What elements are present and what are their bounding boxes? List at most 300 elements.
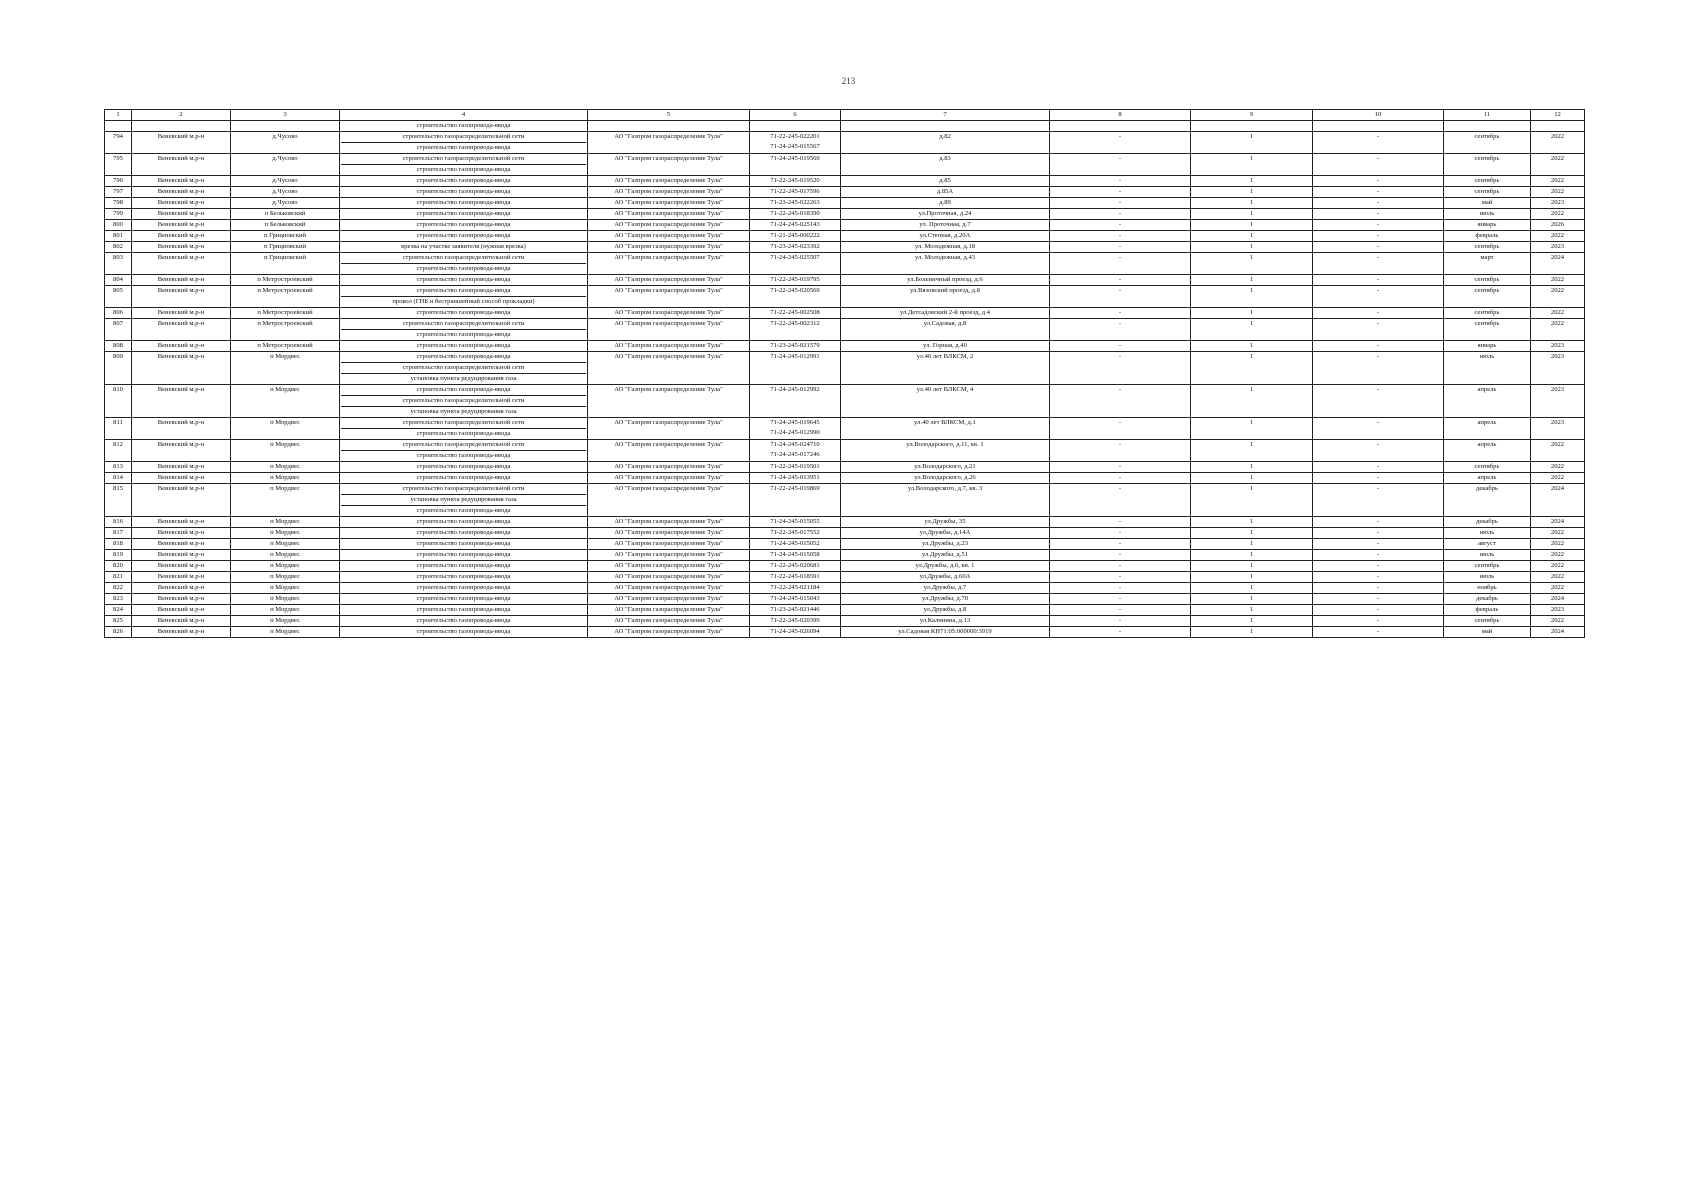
work-item: строительство газопровода-ввода (416, 584, 511, 591)
cell-ids (750, 616, 841, 627)
work-item: строительство газопровода-ввода (416, 518, 511, 525)
cell-n: 797 (105, 187, 132, 198)
cell-month: июль (1444, 572, 1531, 583)
id-item: 71-24-245-015058 (770, 551, 820, 558)
id-item: 71-22-245-022201 (770, 133, 820, 140)
cell-c10: - (1313, 286, 1444, 308)
table-row (105, 616, 1585, 627)
cell-ids (750, 484, 841, 517)
cell-locality: п Мордвес (231, 605, 340, 616)
cell-c10: - (1313, 154, 1444, 176)
cell-c8: - (1050, 550, 1191, 561)
cell-n: 810 (105, 385, 132, 418)
table-row (105, 440, 1585, 462)
cell-month: сентябрь (1444, 154, 1531, 176)
cell-month: сентябрь (1444, 275, 1531, 286)
cell-c8: - (1050, 616, 1191, 627)
cell-c8: - (1050, 594, 1191, 605)
cell-n: 802 (105, 242, 132, 253)
cell-district: Веневский м.р-н (132, 627, 231, 638)
column-header-8: 8 (1050, 110, 1191, 121)
work-item: строительство газопровода-ввода (416, 463, 511, 470)
cell-locality: п Мордвес (231, 539, 340, 550)
cell-year: 2026 (1531, 220, 1585, 231)
cell-org: АО "Газпром газораспределение Тула" (588, 198, 750, 209)
cell-c9: 1 (1191, 209, 1313, 220)
work-item: строительство газопровода-ввода (416, 562, 511, 569)
cell-n: 805 (105, 286, 132, 308)
work-item: прокол (ГНБ и бестраншейный способ прокладки) (341, 296, 586, 307)
cell-works (340, 539, 588, 550)
cell-org: АО "Газпром газораспределение Тула" (588, 539, 750, 550)
cell-year: 2024 (1531, 484, 1585, 517)
cell-month: апрель (1444, 385, 1531, 418)
cell-c10: - (1313, 176, 1444, 187)
cell-c8: - (1050, 341, 1191, 352)
cell-locality: п Метростроевский (231, 275, 340, 286)
cell-address: ул.Детсадовский 2-й проезд, д.4 (841, 308, 1050, 319)
cell-month: сентябрь (1444, 242, 1531, 253)
cell-n: 808 (105, 341, 132, 352)
cell-c9: 1 (1191, 132, 1313, 154)
cell-year: 2022 (1531, 308, 1585, 319)
cell-address: ул.Дружбы, д.51 (841, 550, 1050, 561)
id-item: 71-24-245-025143 (770, 221, 820, 228)
cell-c8: - (1050, 473, 1191, 484)
cell-c10: - (1313, 517, 1444, 528)
cell-address: ул.Дружбы, д.7 (841, 583, 1050, 594)
cell-locality: д.Чусово (231, 132, 340, 154)
cell-district: Веневский м.р-н (132, 198, 231, 209)
cell-address: ул.Проточная, д.24 (841, 209, 1050, 220)
cell-year: 2022 (1531, 286, 1585, 308)
cell-locality: п Мордвес (231, 440, 340, 462)
cell-org: АО "Газпром газораспределение Тула" (588, 275, 750, 286)
work-item: строительство газопровода-ввода (416, 210, 511, 217)
work-item: строительство газораспределительной сети (402, 133, 525, 140)
cell-ids (750, 473, 841, 484)
cell-works (340, 275, 588, 286)
id-item: 71-22-245-017596 (770, 188, 820, 195)
id-item: 71-22-245-017552 (770, 529, 820, 536)
id-item: 71-21-245-000222 (770, 232, 820, 239)
cell-n: 823 (105, 594, 132, 605)
cell-n: 795 (105, 154, 132, 176)
table-row (105, 242, 1585, 253)
cell-c10: - (1313, 583, 1444, 594)
cell-year: 2022 (1531, 572, 1585, 583)
cell-org: АО "Газпром газораспределение Тула" (588, 176, 750, 187)
cell-n: 800 (105, 220, 132, 231)
work-item: строительство газораспределительной сети (402, 155, 525, 162)
cell-ids (750, 561, 841, 572)
table-row (105, 473, 1585, 484)
cell-c10: - (1313, 352, 1444, 385)
cell-address: ул. Проточная, д.7 (841, 220, 1050, 231)
cell-month: сентябрь (1444, 176, 1531, 187)
work-item: строительство газопровода-ввода (341, 505, 586, 516)
table-row (105, 385, 1585, 418)
cell-address: ул.40 лет ВЛКСМ, д.1 (841, 418, 1050, 440)
cell-c9: 1 (1191, 198, 1313, 209)
cell-c10: - (1313, 187, 1444, 198)
cell-n: 816 (105, 517, 132, 528)
cell-year: 2023 (1531, 352, 1585, 385)
cell-district: Веневский м.р-н (132, 550, 231, 561)
cell-works (340, 308, 588, 319)
work-item: строительство газопровода-ввода (416, 188, 511, 195)
cell-c9: 1 (1191, 440, 1313, 462)
cell-org: АО "Газпром газораспределение Тула" (588, 242, 750, 253)
cell-org: АО "Газпром газораспределение Тула" (588, 550, 750, 561)
cell-ids (750, 462, 841, 473)
cell-works (340, 209, 588, 220)
cell-month: сентябрь (1444, 132, 1531, 154)
cell-locality: п Мордвес (231, 385, 340, 418)
cell-works (340, 627, 588, 638)
cell-month: февраль (1444, 605, 1531, 616)
id-item: 71-23-245-021446 (770, 606, 820, 613)
cell-address: ул.Калинина, д.13 (841, 616, 1050, 627)
work-item: врезка на участке заявителя (нужная врезка) (401, 243, 526, 250)
cell-c9: 1 (1191, 231, 1313, 242)
table-row (105, 308, 1585, 319)
id-item: 71-24-245-015043 (770, 595, 820, 602)
cell-c8: - (1050, 484, 1191, 517)
cell-ids (750, 220, 841, 231)
cell-address: ул.Дружбы, д.23 (841, 539, 1050, 550)
cell-org: АО "Газпром газораспределение Тула" (588, 231, 750, 242)
cell-address: ул.Степная, д.20А (841, 231, 1050, 242)
cell-c8: - (1050, 209, 1191, 220)
cell-district: Веневский м.р-н (132, 209, 231, 220)
cell-ids (750, 319, 841, 341)
table-row (105, 209, 1585, 220)
cell-year: 2022 (1531, 132, 1585, 154)
cell-c8: - (1050, 605, 1191, 616)
id-item: 71-22-245-019869 (770, 485, 820, 492)
cell-c9: 1 (1191, 275, 1313, 286)
cell-org: АО "Газпром газораспределение Тула" (588, 209, 750, 220)
work-item: строительство газопровода-ввода (341, 263, 586, 274)
id-item: 71-22-245-021184 (770, 584, 820, 591)
cell-works (340, 418, 588, 440)
cell-locality: д.Чусово (231, 187, 340, 198)
table-row (105, 572, 1585, 583)
cell-org: АО "Газпром газораспределение Тула" (588, 440, 750, 462)
work-item: строительство газопровода-ввода (416, 221, 511, 228)
cell-locality: п Метростроевский (231, 341, 340, 352)
cell-address: ул.Дружбы, д.14А (841, 528, 1050, 539)
cell-address: ул.Вязовский проезд, д.8 (841, 286, 1050, 308)
id-item: 71-24-245-024710 (770, 441, 820, 448)
cell-locality: д.Чусово (231, 176, 340, 187)
cell-month: декабрь (1444, 484, 1531, 517)
cell-month: декабрь (1444, 594, 1531, 605)
table-row (105, 319, 1585, 341)
cell-c10: - (1313, 440, 1444, 462)
cell-address: ул.Садовая КН71:05:000000:3919 (841, 627, 1050, 638)
work-item: строительство газораспределительной сети (341, 362, 586, 373)
work-item: строительство газопровода-ввода (416, 595, 511, 602)
cell-n: 809 (105, 352, 132, 385)
cell-org: АО "Газпром газораспределение Тула" (588, 484, 750, 517)
cell-month: ноябрь (1444, 583, 1531, 594)
cell-ids (750, 594, 841, 605)
cell-n: 804 (105, 275, 132, 286)
table-row (105, 198, 1585, 209)
column-header-5: 5 (588, 110, 750, 121)
cell-c9: 1 (1191, 561, 1313, 572)
cell-year: 2022 (1531, 187, 1585, 198)
column-header-6: 6 (750, 110, 841, 121)
cell-ids (750, 352, 841, 385)
cell-year: 2022 (1531, 176, 1585, 187)
cell-c9: 1 (1191, 187, 1313, 198)
cell-year: 2022 (1531, 616, 1585, 627)
column-header-11: 11 (1444, 110, 1531, 121)
id-item: 71-23-245-021579 (770, 342, 820, 349)
cell-district: Веневский м.р-н (132, 187, 231, 198)
cell-c9: 1 (1191, 385, 1313, 418)
cell-works (340, 352, 588, 385)
cell-c8: - (1050, 528, 1191, 539)
work-item: строительство газопровода-ввода (416, 199, 511, 206)
cell-works (340, 528, 588, 539)
cell-ids (750, 275, 841, 286)
cell-ids (750, 286, 841, 308)
cell-org: АО "Газпром газораспределение Тула" (588, 605, 750, 616)
cell-district: Веневский м.р-н (132, 462, 231, 473)
cell-month: август (1444, 539, 1531, 550)
cell-district: Веневский м.р-н (132, 528, 231, 539)
cell-c8: - (1050, 253, 1191, 275)
cell-year: 2022 (1531, 440, 1585, 462)
cell-district: Веневский м.р-н (132, 253, 231, 275)
cell-works (340, 561, 588, 572)
table-row (105, 176, 1585, 187)
cell-month: май (1444, 198, 1531, 209)
cell-month: сентябрь (1444, 462, 1531, 473)
cell-c8: - (1050, 275, 1191, 286)
cell-org: АО "Газпром газораспределение Тула" (588, 286, 750, 308)
cell-address: ул.Володарского, д.21 (841, 462, 1050, 473)
cell-month: декабрь (1444, 517, 1531, 528)
table-row (105, 561, 1585, 572)
cell-c10: - (1313, 198, 1444, 209)
cell-month: сентябрь (1444, 308, 1531, 319)
cell-ids (750, 517, 841, 528)
work-item: строительство газопровода-ввода (341, 142, 586, 153)
cell-address: ул.Володарского, д.7, кв. 3 (841, 484, 1050, 517)
cell-c8: - (1050, 242, 1191, 253)
cell-c8: - (1050, 132, 1191, 154)
cell-ids (750, 385, 841, 418)
work-item: строительство газопровода-ввода (416, 628, 511, 635)
cell-works (340, 220, 588, 231)
cell-address: ул.Володарского, д.26 (841, 473, 1050, 484)
cell-district: Веневский м.р-н (132, 231, 231, 242)
cell-locality: п Мордвес (231, 528, 340, 539)
cell-district: Веневский м.р-н (132, 352, 231, 385)
cell-org: АО "Газпром газораспределение Тула" (588, 616, 750, 627)
cell-c10: - (1313, 242, 1444, 253)
cell-works (340, 605, 588, 616)
cell-c10: - (1313, 572, 1444, 583)
id-item: 71-24-245-012991 (770, 353, 820, 360)
cell-c10: - (1313, 561, 1444, 572)
cell-n: 818 (105, 539, 132, 550)
cell-ids (750, 583, 841, 594)
cell-month: январь (1444, 220, 1531, 231)
cell-address: ул. Молодежная, д.18 (841, 242, 1050, 253)
cell-c10: - (1313, 275, 1444, 286)
table-row (105, 253, 1585, 275)
work-item: строительство газопровода-ввода (416, 309, 511, 316)
cell-n: 801 (105, 231, 132, 242)
cell-n: 826 (105, 627, 132, 638)
work-item: строительство газопровода-ввода (416, 342, 511, 349)
cell-c9: 1 (1191, 528, 1313, 539)
cell-works (340, 231, 588, 242)
cell-c8: - (1050, 308, 1191, 319)
cell-org: АО "Газпром газораспределение Тула" (588, 572, 750, 583)
cell-org: АО "Газпром газораспределение Тула" (588, 561, 750, 572)
cell-district: Веневский м.р-н (132, 605, 231, 616)
table-row (105, 418, 1585, 440)
work-item: строительство газораспределительной сети (402, 419, 525, 426)
cell-year: 2023 (1531, 385, 1585, 418)
work-item: строительство газопровода-ввода (341, 329, 586, 340)
cell-c8: - (1050, 231, 1191, 242)
cell-district: Веневский м.р-н (132, 341, 231, 352)
column-header-7: 7 (841, 110, 1050, 121)
table-row (105, 352, 1585, 385)
cell-year: 2022 (1531, 462, 1585, 473)
id-item: 71-24-245-017246 (770, 451, 820, 458)
cell-c10: - (1313, 605, 1444, 616)
cell-ids (750, 605, 841, 616)
table-row (105, 517, 1585, 528)
cell-district: Веневский м.р-н (132, 286, 231, 308)
cell-org: АО "Газпром газораспределение Тула" (588, 594, 750, 605)
cell-c9: 1 (1191, 517, 1313, 528)
cell-works (340, 341, 588, 352)
cell-org: АО "Газпром газораспределение Тула" (588, 385, 750, 418)
cell-c10: - (1313, 627, 1444, 638)
table-row (105, 550, 1585, 561)
cell-address: д.82 (841, 132, 1050, 154)
cell-locality: п Грициовский (231, 242, 340, 253)
cell-address: ул.Дружбы, д.70 (841, 594, 1050, 605)
cell-ids (750, 176, 841, 187)
cell-c9: 1 (1191, 605, 1313, 616)
cell-locality: п Бельковский (231, 209, 340, 220)
cell-ids (750, 209, 841, 220)
cell-works (340, 572, 588, 583)
table-row (105, 627, 1585, 638)
id-item: 71-24-245-012990 (770, 429, 820, 436)
id-item: 71-22-245-019795 (770, 276, 820, 283)
cell-month: сентябрь (1444, 561, 1531, 572)
cell-district: Веневский м.р-н (132, 319, 231, 341)
id-item: 71-24-245-012992 (770, 386, 820, 393)
cell-year: 2023 (1531, 242, 1585, 253)
cell-c10: - (1313, 473, 1444, 484)
id-item: 71-24-245-026094 (770, 628, 820, 635)
cell-district: Веневский м.р-н (132, 594, 231, 605)
cell-c9: 1 (1191, 462, 1313, 473)
cell-org: АО "Газпром газораспределение Тула" (588, 220, 750, 231)
cell-n: 794 (105, 132, 132, 154)
cell-address: д.85 (841, 176, 1050, 187)
cell-c10: - (1313, 462, 1444, 473)
cell-c10: - (1313, 528, 1444, 539)
table-row (105, 528, 1585, 539)
id-item: 71-22-245-020569 (770, 287, 820, 294)
cell-month: май (1444, 627, 1531, 638)
cell-district: Веневский м.р-н (132, 440, 231, 462)
cell-c8: - (1050, 583, 1191, 594)
table-row (105, 605, 1585, 616)
cell-year: 2024 (1531, 253, 1585, 275)
cell-district: Веневский м.р-н (132, 473, 231, 484)
cell-district: Веневский м.р-н (132, 484, 231, 517)
cell-address: ул.40 лет ВЛКСМ, 4 (841, 385, 1050, 418)
cell-locality: п Метростроевский (231, 319, 340, 341)
cell-works (340, 385, 588, 418)
cell-c8: - (1050, 418, 1191, 440)
cell-ids (750, 528, 841, 539)
cell-works (340, 253, 588, 275)
cell-works (340, 286, 588, 308)
table-row (105, 341, 1585, 352)
cell-address: ул. Горная, д.40 (841, 341, 1050, 352)
work-item: строительство газораспределительной сети (402, 441, 525, 448)
cell-c9: 1 (1191, 418, 1313, 440)
cell-month: сентябрь (1444, 616, 1531, 627)
work-item: строительство газопровода-ввода (416, 573, 511, 580)
cell-c8: - (1050, 220, 1191, 231)
cell-ids (750, 572, 841, 583)
table-row (105, 484, 1585, 517)
cell-c9: 1 (1191, 572, 1313, 583)
column-header-1: 1 (105, 110, 132, 121)
cell-ids (750, 231, 841, 242)
cell-address: ул.40 лет ВЛКСМ, 2 (841, 352, 1050, 385)
cell-c10: - (1313, 385, 1444, 418)
table-row (105, 231, 1585, 242)
cell-year: 2022 (1531, 231, 1585, 242)
work-item: строительство газопровода-ввода (416, 386, 511, 393)
cell-address: ул.Володарского, д.11, кв. 1 (841, 440, 1050, 462)
cell-locality: п Метростроевский (231, 308, 340, 319)
cell-district: Веневский м.р-н (132, 572, 231, 583)
cell-c9: 1 (1191, 539, 1313, 550)
cell-year: 2024 (1531, 517, 1585, 528)
work-item: строительство газопровода-ввода (416, 232, 511, 239)
cell-works (340, 517, 588, 528)
cell-month: апрель (1444, 418, 1531, 440)
cell-c8: - (1050, 517, 1191, 528)
id-item: 71-23-245-023392 (770, 243, 820, 250)
cell-c9: 1 (1191, 583, 1313, 594)
cell-c10: - (1313, 341, 1444, 352)
column-header-12: 12 (1531, 110, 1585, 121)
cell-c9: 1 (1191, 627, 1313, 638)
cell-works (340, 242, 588, 253)
column-header-9: 9 (1191, 110, 1313, 121)
